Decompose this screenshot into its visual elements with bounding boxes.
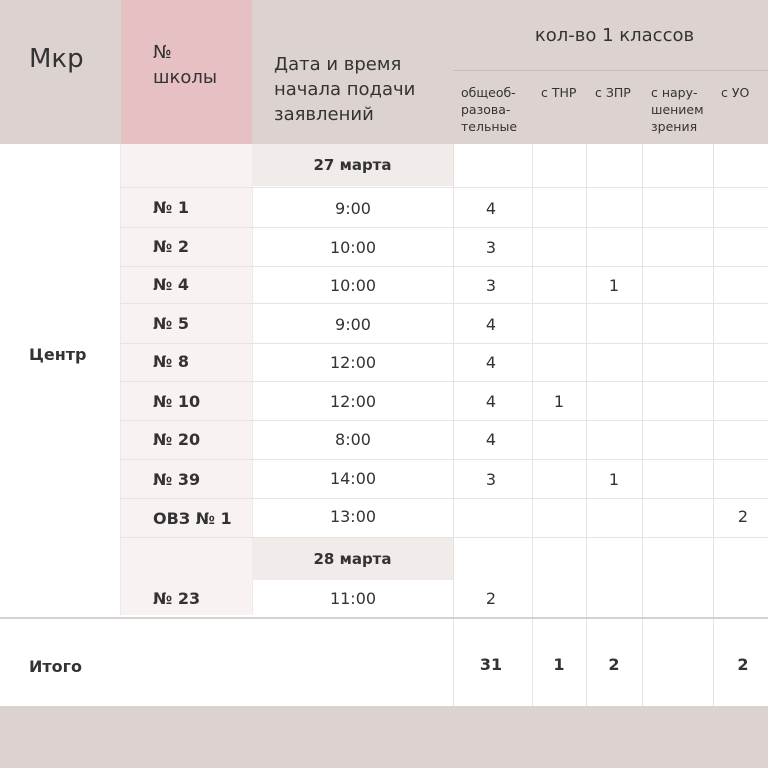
row-divider	[121, 381, 768, 382]
start-time: 8:00	[335, 430, 371, 449]
school-number: № 20	[153, 430, 201, 449]
school-number: № 8	[153, 352, 189, 371]
start-time: 11:00	[329, 589, 377, 608]
count-general: 3	[485, 470, 497, 489]
start-time: 12:00	[329, 392, 377, 411]
start-time: 12:00	[329, 353, 377, 372]
total-tnr: 1	[553, 655, 565, 674]
total-general: 31	[479, 655, 503, 674]
school-number: № 39	[153, 470, 201, 489]
subheader-vision-line2: шением	[651, 102, 704, 117]
start-time: 9:00	[335, 315, 371, 334]
start-time: 10:00	[329, 238, 377, 257]
row-divider	[121, 420, 768, 421]
header-date	[274, 52, 452, 127]
district-label: Центр	[29, 345, 87, 364]
school-number: № 10	[153, 392, 201, 411]
count-zpr: 1	[608, 276, 620, 295]
school-number: № 4	[153, 275, 189, 294]
header-date-line1: Дата и время	[274, 54, 402, 75]
header-school-line1: №	[153, 42, 172, 63]
date-group-label: 28 марта	[252, 538, 453, 580]
subheader-vision-line1: с нару-	[651, 85, 698, 100]
header-date-line2: начала подачи	[274, 79, 416, 100]
header-divider	[453, 70, 768, 71]
row-divider	[121, 343, 768, 344]
subheader-general	[461, 84, 517, 135]
divider	[120, 144, 121, 615]
row-divider	[121, 266, 768, 267]
row-divider	[121, 459, 768, 460]
row-divider	[121, 498, 768, 499]
divider	[713, 144, 714, 706]
count-uo: 2	[737, 507, 749, 526]
count-zpr: 1	[608, 470, 620, 489]
count-tnr: 1	[553, 392, 565, 411]
subheader-general-line3: тельные	[461, 119, 518, 134]
count-general: 3	[485, 238, 497, 257]
count-general: 4	[485, 392, 497, 411]
count-general: 4	[485, 315, 497, 334]
footer-band	[0, 706, 768, 768]
divider	[532, 144, 533, 706]
divider	[453, 144, 454, 706]
header-school-line2: школы	[153, 67, 218, 88]
subheader-vision-line3: зрения	[651, 119, 698, 134]
school-number: № 1	[153, 198, 189, 217]
start-time: 14:00	[329, 469, 377, 488]
total-zpr: 2	[608, 655, 620, 674]
school-number: № 2	[153, 237, 189, 256]
subheader-vision	[651, 84, 704, 135]
row-divider	[121, 303, 768, 304]
header-date-line3: заявлений	[274, 104, 374, 125]
start-time: 13:00	[329, 507, 377, 526]
header-mkr: Мкр	[29, 44, 84, 74]
count-general: 4	[485, 430, 497, 449]
school-number: № 5	[153, 314, 189, 333]
school-number: № 23	[153, 589, 201, 608]
total-uo: 2	[737, 655, 749, 674]
subheader-uo: с УО	[721, 85, 750, 100]
subheader-general-line2: разова-	[461, 102, 511, 117]
subheader-general-line1: общеоб-	[461, 85, 516, 100]
divider	[586, 144, 587, 706]
start-time: 9:00	[335, 199, 371, 218]
count-general: 3	[485, 276, 497, 295]
count-general: 4	[485, 199, 497, 218]
divider	[642, 144, 643, 706]
total-label: Итого	[29, 657, 83, 676]
school-number: ОВЗ № 1	[153, 509, 232, 528]
header-school	[153, 40, 217, 90]
row-divider	[121, 227, 768, 228]
subheader-zpr: с ЗПР	[595, 85, 631, 100]
start-time: 10:00	[329, 276, 377, 295]
count-general: 4	[485, 353, 497, 372]
row-divider	[121, 187, 768, 188]
header-class-count: кол-во 1 классов	[534, 24, 695, 46]
date-group-label: 27 марта	[252, 144, 453, 186]
subheader-tnr: с ТНР	[541, 85, 577, 100]
count-general: 2	[485, 589, 497, 608]
total-divider	[0, 617, 768, 619]
